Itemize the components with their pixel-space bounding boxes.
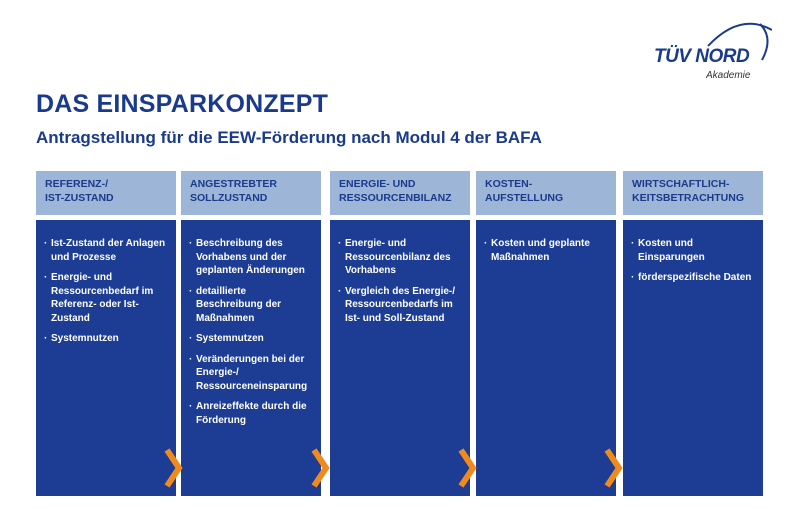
column-bilanz: [330, 171, 470, 496]
header-line: ANGESTREBTER: [190, 178, 277, 190]
tuv-nord-logo: [648, 16, 772, 88]
list-item: · Systemnutzen: [44, 332, 170, 346]
list-item: · Systemnutzen: [189, 332, 315, 346]
page-title: DAS EINSPARKONZEPT: [36, 90, 329, 118]
column-kosten: [476, 171, 616, 496]
list-item: · Beschreibung des Vorhabens und der geplanten Änderungen: [189, 237, 315, 278]
header-line: REFERENZ-/: [45, 178, 108, 190]
logo-sub-text: Akademie: [706, 70, 751, 81]
list-item: · Vergleich des Energie-/ Ressourcenbedarfs im Ist- und Soll-Zustand: [338, 285, 464, 326]
list-item: · detaillierte Beschreibung der Maßnahmen: [189, 285, 315, 326]
header-line: SOLLZUSTAND: [190, 192, 268, 204]
column-sollzustand: [181, 171, 321, 496]
column-wirtschaftlichkeit: [623, 171, 763, 496]
list-item: · Ist-Zustand der Anlagen und Prozesse: [44, 237, 170, 264]
chevron-right-icon: [310, 447, 330, 489]
column-header: [330, 171, 470, 215]
chevron-right-icon: [603, 447, 623, 489]
column-body: [476, 220, 616, 496]
column-body: [623, 220, 763, 496]
list-item: · Kosten und Einsparungen: [631, 237, 757, 264]
header-line: AUFSTELLUNG: [485, 192, 564, 204]
list-item: · Energie- und Ressourcenbedarf im Referenz- oder Ist-Zustand: [44, 271, 170, 325]
header-line: ENERGIE- UND: [339, 178, 416, 190]
column-header: [181, 171, 321, 215]
page-subtitle: Antragstellung für die EEW-Förderung nach Modul 4 der BAFA: [36, 128, 542, 147]
list-item: · Anreizeffekte durch die Förderung: [189, 400, 315, 427]
list-item: · förderspezifische Daten: [631, 271, 757, 285]
header-line: KEITSBETRACHTUNG: [632, 192, 744, 204]
chevron-right-icon: [163, 447, 183, 489]
header-line: WIRTSCHAFTLICH-: [632, 178, 730, 190]
column-body: [181, 220, 321, 496]
header-line: KOSTEN-: [485, 178, 533, 190]
column-referenz: [36, 171, 176, 496]
column-body: [330, 220, 470, 496]
list-item: · Energie- und Ressourcenbilanz des Vorhabens: [338, 237, 464, 278]
list-item: · Kosten und geplante Maßnahmen: [484, 237, 610, 264]
column-header: [36, 171, 176, 215]
column-header: [476, 171, 616, 215]
header-line: RESSOURCENBILANZ: [339, 192, 452, 204]
chevron-right-icon: [457, 447, 477, 489]
column-header: [623, 171, 763, 215]
header-line: IST-ZUSTAND: [45, 192, 114, 204]
list-item: · Veränderungen bei der Energie-/ Ressourceneinsparung: [189, 353, 315, 394]
logo-brand-text: TÜV NORD: [654, 46, 750, 67]
column-body: [36, 220, 176, 496]
